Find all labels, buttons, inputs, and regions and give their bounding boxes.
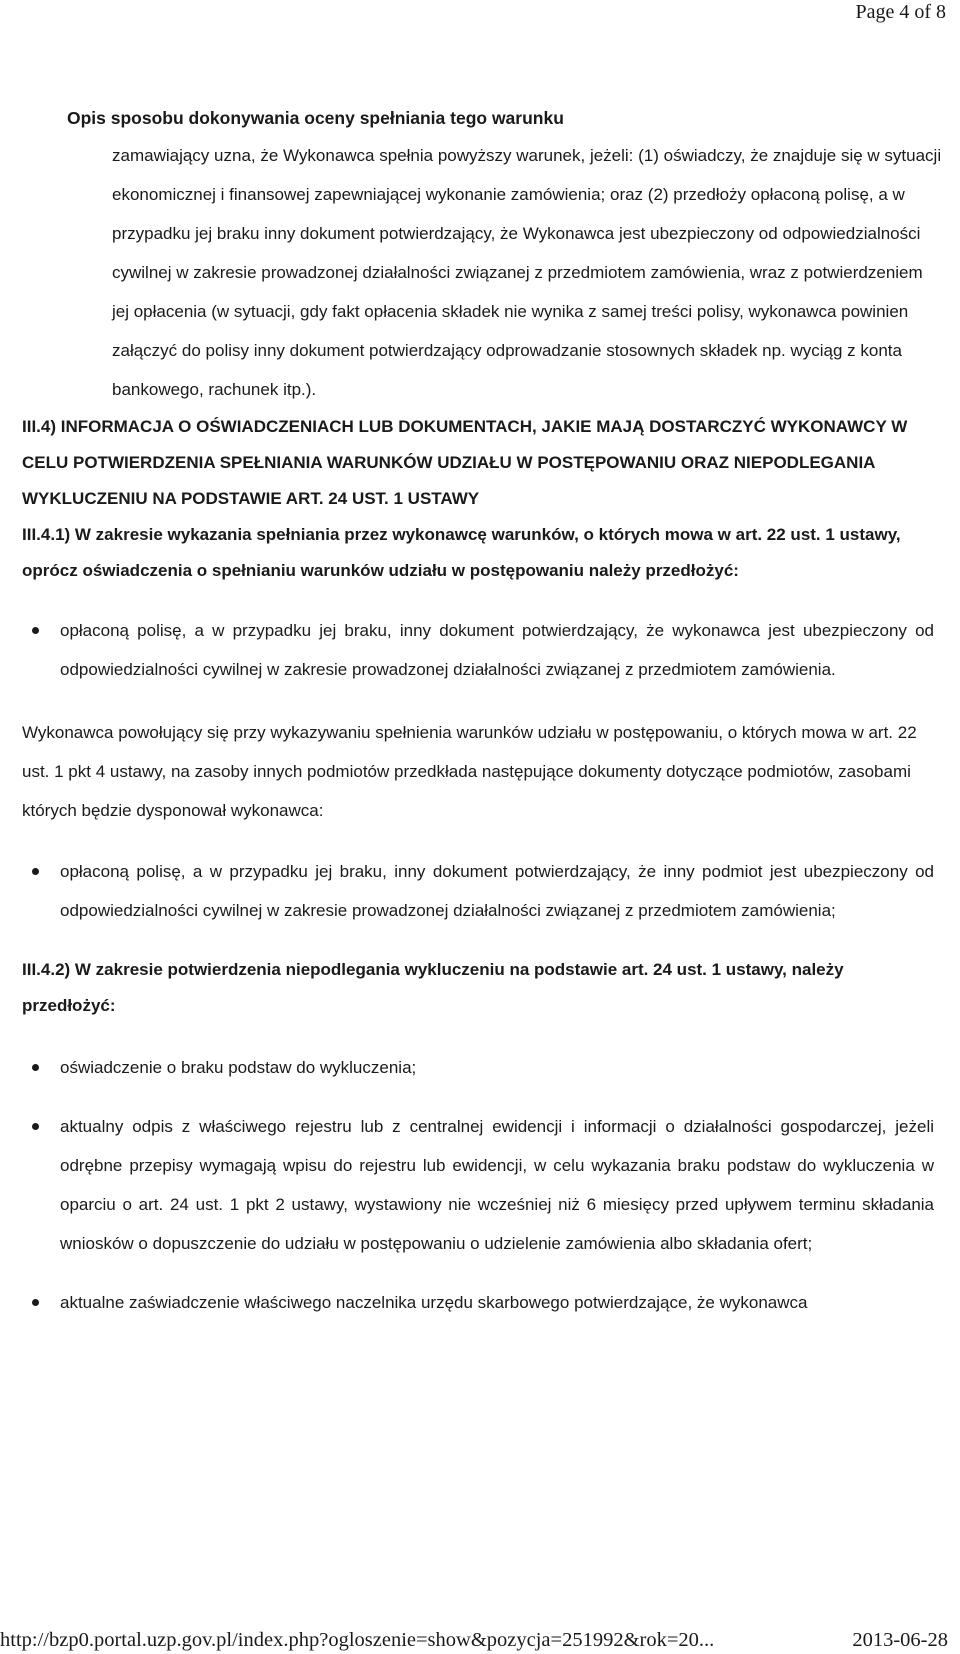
list-item-text: aktualne zaświadczenie właściwego naczelnika urzędu skarbowego potwierdzające, że wykonawca (60, 1293, 808, 1312)
list-item-text: aktualny odpis z właściwego rejestru lub z centralnej ewidencji i informacji o działalności gospodarczej, jeżeli odrębne przepisy wymagają wpisu do rejestru lub ewidencji, w celu wykazania braku podstaw do wykluczenia w oparciu o art. 24 ust. 1 pkt 2 ustawy, wystawiony nie wcześniej niż 6 miesięcy przed upływem terminu składania wniosków o dopuszczenie do udziału w postępowaniu o udzielenie zamówienia albo składania ofert; (60, 1117, 934, 1253)
section-3-4-title: III.4) INFORMACJA O OŚWIADCZENIACH LUB DOKUMENTACH, JAKIE MAJĄ DOSTARCZYĆ WYKONAWCY W CELU POTWIERDZENIA SPEŁNIANIA WARUNKÓW UDZIAŁU W POSTĘPOWANIU ORAZ NIEPODLEGANIA WYKLUCZENIU NA PODSTAWIE ART. 24 UST. 1 USTAWY (22, 417, 908, 508)
bullet-icon (32, 627, 39, 634)
bullet-icon (32, 1064, 39, 1071)
opis-heading: Opis sposobu dokonywania oceny spełniania tego warunku (67, 108, 564, 128)
bullet-icon (32, 1299, 39, 1306)
section-3-4-1-list (22, 611, 934, 689)
list-item-text: oświadczenie o braku podstaw do wykluczenia; (60, 1058, 417, 1077)
list-item (22, 1048, 934, 1087)
list-item (22, 1283, 934, 1322)
zasoby-list (22, 852, 934, 930)
list-item-text: opłaconą polisę, a w przypadku jej braku, inny dokument potwierdzający, że inny podmiot jest ubezpieczony od odpowiedzialności cywilnej w zakresie prowadzonej działalności związanej z przedmiotem zamówienia; (60, 862, 934, 920)
opis-text: zamawiający uzna, że Wykonawca spełnia powyższy warunek, jeżeli: (1) oświadczy, że znajduje się w sytuacji ekonomicznej i finansowej zapewniającej wykonanie zamówienia; oraz (2) przedłoży opłaconą polisę, a w przypadku jej braku inny dokument potwierdzający, że Wykonawca jest ubezpieczony od odpowiedzialności cywilnej w zakresie prowadzonej działalności związanej z przedmiotem zamówienia, wraz z potwierdzeniem jej opłacenia (w sytuacji, gdy fakt opłacenia składek nie wynika z samej treści polisy, wykonawca powinien załączyć do polisy inny dokument potwierdzający odprowadzanie stosownych składek np. wyciąg z konta bankowego, rachunek itp.). (112, 146, 942, 399)
section-3-4-2-list (22, 1048, 934, 1322)
bullet-icon (32, 1123, 39, 1130)
list-item-text: opłaconą polisę, a w przypadku jej braku, inny dokument potwierdzający, że wykonawca jest ubezpieczony od odpowiedzialności cywilnej w zakresie prowadzonej działalności związanej z przedmiotem zamówienia. (60, 621, 934, 679)
page-number: Page 4 of 8 (855, 1, 946, 23)
list-item (22, 611, 934, 689)
section-3-4-2-title: III.4.2) W zakresie potwierdzenia niepodlegania wykluczeniu na podstawie art. 24 ust. 1 ustawy, należy przedłożyć: (22, 960, 844, 1015)
print-date: 2013-06-28 (852, 1629, 948, 1651)
bullet-icon (32, 868, 39, 875)
zasoby-paragraph: Wykonawca powołujący się przy wykazywaniu spełnienia warunków udziału w postępowaniu, o których mowa w art. 22 ust. 1 pkt 4 ustawy, na zasoby innych podmiotów przedkłada następujące dokumenty dotyczące podmiotów, zasobami których będzie dysponował wykonawca: (22, 723, 917, 820)
section-3-4-1-title: III.4.1) W zakresie wykazania spełniania przez wykonawcę warunków, o których mowa w art. 22 ust. 1 ustawy, oprócz oświadczenia o spełnianiu warunków udziału w postępowaniu należy przedłożyć: (22, 525, 901, 580)
source-url: http://bzp0.portal.uzp.gov.pl/index.php?ogloszenie=show&pozycja=251992&rok=20... (0, 1629, 715, 1651)
list-item (22, 1107, 934, 1263)
list-item (22, 852, 934, 930)
document-body (22, 107, 942, 1322)
